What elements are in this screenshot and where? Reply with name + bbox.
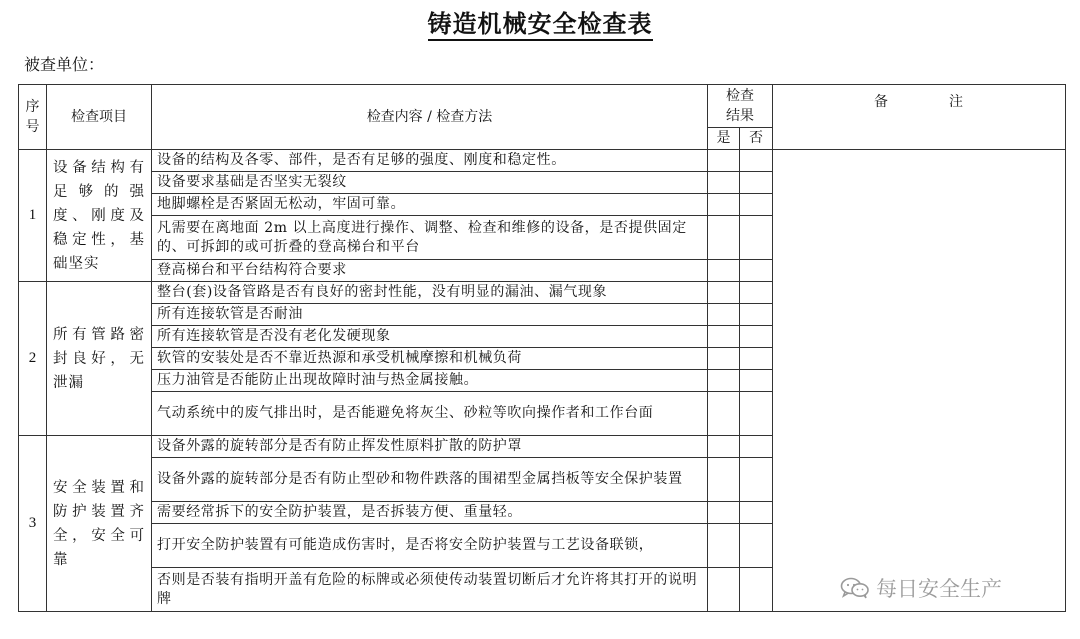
- header-no: [19, 85, 47, 150]
- result-no-cell[interactable]: [740, 524, 773, 568]
- header-item: 检查项目: [47, 85, 152, 150]
- check-content: 所有连接软管是否没有老化发硬现象: [152, 326, 708, 348]
- result-no-cell[interactable]: [740, 304, 773, 326]
- result-yes-cell[interactable]: [708, 216, 740, 260]
- section-number: 2: [19, 282, 47, 436]
- check-content: 设备外露的旋转部分是否有防止型砂和物件跌落的围裙型金属挡板等安全保护装置: [152, 458, 708, 502]
- watermark: [840, 573, 1002, 603]
- result-yes-cell[interactable]: [708, 502, 740, 524]
- result-no-cell[interactable]: [740, 282, 773, 304]
- result-no-cell[interactable]: [740, 172, 773, 194]
- header-note-b: 注: [949, 94, 964, 110]
- result-yes-cell[interactable]: [708, 282, 740, 304]
- check-content: 压力油管是否能防止出现故障时油与热金属接触。: [152, 370, 708, 392]
- result-yes-cell[interactable]: [708, 260, 740, 282]
- result-yes-cell[interactable]: [708, 392, 740, 436]
- header-row: [19, 85, 1066, 128]
- result-no-cell[interactable]: [740, 260, 773, 282]
- header-content: 检查内容 / 检查方法: [152, 85, 708, 150]
- header-note-a: 备: [874, 94, 889, 110]
- checklist-table: [18, 84, 1066, 612]
- table-row: [19, 150, 1066, 172]
- section-item: 设备结构有足够的强度、刚度及稳定性，基础坚实: [47, 150, 152, 282]
- section-number: 3: [19, 436, 47, 612]
- result-yes-cell[interactable]: [708, 172, 740, 194]
- header-result-text: 检查结果: [726, 88, 754, 124]
- check-content: 设备的结构及各零、部件，是否有足够的强度、刚度和稳定性。: [152, 150, 708, 172]
- result-yes-cell[interactable]: [708, 194, 740, 216]
- check-content: 需要经常拆下的安全防护装置，是否拆装方便、重量轻。: [152, 502, 708, 524]
- result-no-cell[interactable]: [740, 458, 773, 502]
- result-yes-cell[interactable]: [708, 150, 740, 172]
- result-yes-cell[interactable]: [708, 370, 740, 392]
- check-content: 设备要求基础是否坚实无裂纹: [152, 172, 708, 194]
- header-result: [708, 85, 773, 128]
- result-no-cell[interactable]: [740, 370, 773, 392]
- result-no-cell[interactable]: [740, 216, 773, 260]
- section-number: 1: [19, 150, 47, 282]
- check-content: 否则是否装有指明开盖有危险的标牌或必须使传动装置切断后才允许将其打开的说明牌: [152, 568, 708, 612]
- check-content: 地脚螺栓是否紧固无松动，牢固可靠。: [152, 194, 708, 216]
- header-note: [773, 85, 1066, 150]
- watermark-text: 每日安全生产: [876, 577, 1002, 601]
- result-no-cell[interactable]: [740, 436, 773, 458]
- result-no-cell[interactable]: [740, 326, 773, 348]
- section-item: 所有管路密封良好，无泄漏: [47, 282, 152, 436]
- document-title: 铸造机械安全检查表: [428, 10, 653, 41]
- check-content: 软管的安装处是否不靠近热源和承受机械摩擦和机械负荷: [152, 348, 708, 370]
- inspected-unit-label: 被查单位：: [24, 55, 105, 74]
- section-item: 安全装置和防护装置齐全，安全可靠: [47, 436, 152, 612]
- check-content: 所有连接软管是否耐油: [152, 304, 708, 326]
- check-content: 打开安全防护装置有可能造成伤害时，是否将安全防护装置与工艺设备联锁，: [152, 524, 708, 568]
- result-yes-cell[interactable]: [708, 348, 740, 370]
- result-yes-cell[interactable]: [708, 524, 740, 568]
- check-content: 气动系统中的废气排出时，是否能避免将灰尘、砂粒等吹向操作者和工作台面: [152, 392, 708, 436]
- check-content: 凡需要在离地面 2m 以上高度进行操作、调整、检查和维修的设备，是否提供固定的、可拆卸的或可折叠的登高梯台和平台: [152, 216, 708, 260]
- result-yes-cell[interactable]: [708, 436, 740, 458]
- header-no-text: 序号: [25, 99, 40, 135]
- result-no-cell[interactable]: [740, 150, 773, 172]
- wechat-icon: [840, 577, 870, 599]
- result-yes-cell[interactable]: [708, 326, 740, 348]
- result-no-cell[interactable]: [740, 194, 773, 216]
- check-content: 登高梯台和平台结构符合要求: [152, 260, 708, 282]
- remarks-cell[interactable]: [773, 150, 1066, 612]
- result-no-cell[interactable]: [740, 392, 773, 436]
- result-yes-cell[interactable]: [708, 568, 740, 612]
- header-no-result: 否: [740, 128, 773, 150]
- result-yes-cell[interactable]: [708, 304, 740, 326]
- result-no-cell[interactable]: [740, 502, 773, 524]
- document-title-wrap: [0, 4, 1080, 39]
- result-no-cell[interactable]: [740, 568, 773, 612]
- header-yes: 是: [708, 128, 740, 150]
- result-no-cell[interactable]: [740, 348, 773, 370]
- check-content: 整台(套)设备管路是否有良好的密封性能，没有明显的漏油、漏气现象: [152, 282, 708, 304]
- check-content: 设备外露的旋转部分是否有防止挥发性原料扩散的防护罩: [152, 436, 708, 458]
- result-yes-cell[interactable]: [708, 458, 740, 502]
